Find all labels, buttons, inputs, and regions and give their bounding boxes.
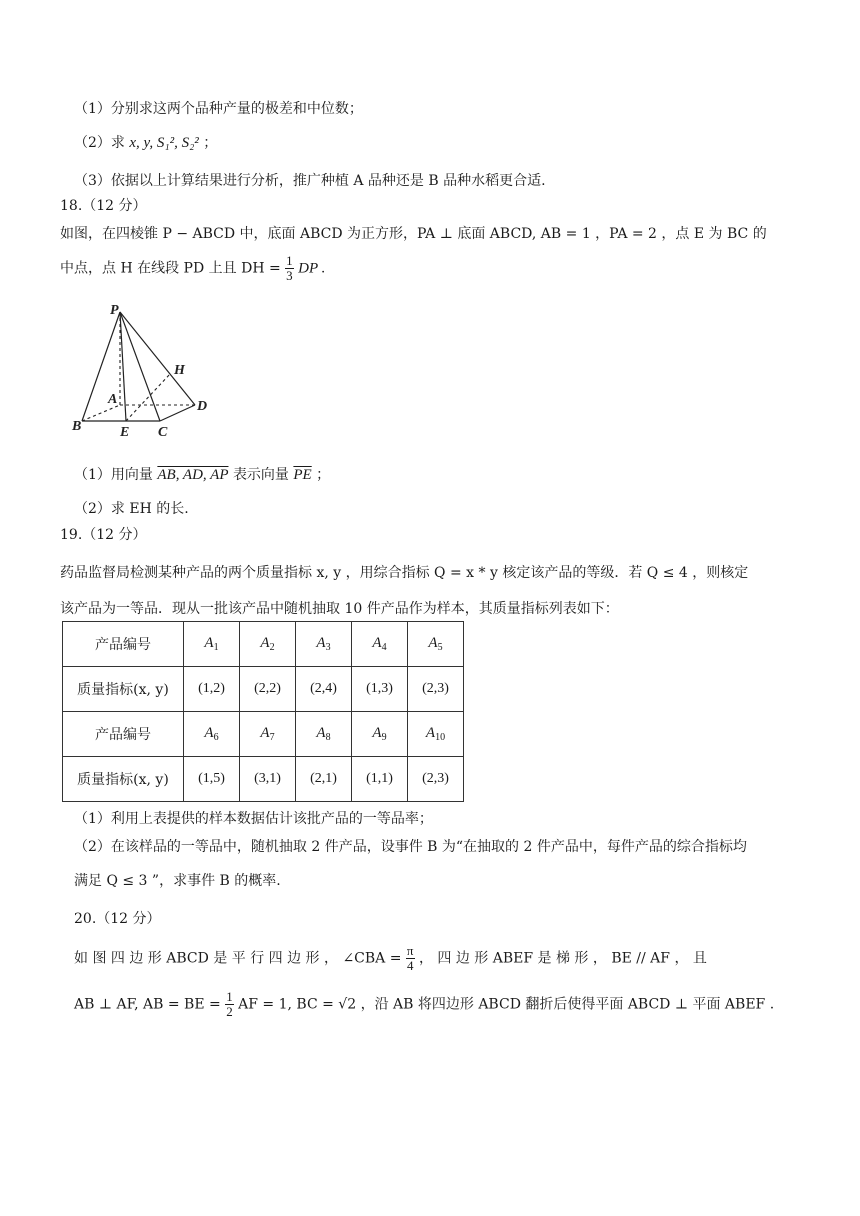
product-id-sub: 6: [213, 732, 219, 743]
product-id-sub: 4: [381, 642, 387, 653]
product-id-cell: [408, 622, 464, 667]
p17-question-3: （3）依据以上计算结果进行分析，推广种植 A 品种还是 B 品种水稻更合适.: [74, 173, 546, 189]
quality-value: (1,2): [184, 667, 240, 712]
product-id-cell: [240, 712, 296, 757]
quality-value: (1,1): [352, 757, 408, 802]
p18-q1-middle: 表示向量: [232, 467, 289, 483]
p18-q1-suffix: ；: [316, 467, 331, 483]
p20-statement-line2: [74, 990, 774, 1019]
product-id: A: [204, 635, 214, 651]
p18-statement-line2: [60, 254, 325, 283]
quality-value: (1,5): [184, 757, 240, 802]
product-id-cell: [352, 622, 408, 667]
product-id-sub: 1: [213, 642, 219, 653]
p18-fraction: [285, 254, 294, 283]
product-id-sub: 10: [435, 732, 446, 743]
product-id: A: [260, 725, 270, 741]
product-id: A: [428, 635, 438, 651]
p18-q1-vectors: AB, AD, AP: [157, 467, 229, 483]
quality-value: (2,2): [240, 667, 296, 712]
product-id-sub: 3: [325, 642, 331, 653]
label-a: A: [108, 392, 118, 407]
p20-fraction-pi: [406, 944, 415, 973]
p18-q1-target: $\overline{PE}$: [293, 467, 312, 483]
product-id-cell: [184, 622, 240, 667]
p20-frac2-num: 1: [226, 989, 233, 1004]
quality-value: (3,1): [240, 757, 296, 802]
row-label-id: 产品编号: [63, 622, 184, 667]
label-d: D: [197, 399, 208, 414]
product-id: A: [260, 635, 270, 651]
quality-value: (2,3): [408, 757, 464, 802]
p18-question-2: （2）求 EH 的长.: [74, 501, 189, 517]
product-id: A: [425, 725, 436, 741]
label-p: P: [110, 303, 119, 318]
p18-header: 18.（12 分）: [60, 198, 147, 214]
quality-value: (2,4): [296, 667, 352, 712]
p19-question-1: （1）利用上表提供的样本数据估计该批产品的一等品率；: [74, 811, 433, 827]
p20-frac1-den: 4: [406, 958, 414, 973]
p20-frac1-num: π: [406, 943, 414, 958]
p18-line2-suffix: DP .: [298, 260, 326, 277]
p20-fraction-half: [225, 990, 234, 1019]
p17-q2-suffix: ；: [203, 135, 218, 151]
p20-frac2-den: 2: [226, 1004, 233, 1019]
edge-pd: [120, 312, 195, 405]
product-id-cell: [408, 712, 464, 757]
row-label-quality: 质量指标(x, y): [63, 757, 184, 802]
label-b: B: [72, 419, 82, 434]
edge-ba: [82, 405, 120, 421]
p19-statement-line1: 药品监督局检测某种产品的两个质量指标 x, y ，用综合指标 Q = x * y 核定该产品的等级．若 Q ≤ 4 ，则核定: [60, 565, 749, 581]
edge-cd: [160, 405, 195, 421]
p18-q1-prefix: （1）用向量: [74, 467, 153, 483]
p18-frac-den: 3: [286, 268, 293, 283]
table-row: [63, 712, 464, 757]
pyramid-figure: [68, 300, 228, 440]
quality-value: (2,1): [296, 757, 352, 802]
p18-frac-num: 1: [286, 253, 293, 268]
p18-statement-line1: 如图，在四棱锥 P − ABCD 中，底面 ABCD 为正方形，PA ⊥ 底面 ABCD, AB = 1 ，PA = 2 ，点 E 为 BC 的: [60, 226, 767, 242]
product-id-sub: 9: [381, 732, 387, 743]
p20-statement-line1: [74, 944, 707, 973]
p19-header: 19.（12 分）: [60, 527, 147, 543]
product-id-sub: 5: [437, 642, 443, 653]
p17-q2-math: x, y, S₁², S₂²: [129, 135, 199, 151]
product-id: A: [204, 725, 214, 741]
product-id-cell: [240, 622, 296, 667]
p17-q2-prefix: （2）求: [74, 135, 125, 151]
p20-line2-prefix: AB ⊥ AF, AB = BE =: [74, 996, 221, 1013]
product-id-cell: [296, 622, 352, 667]
product-id: A: [316, 635, 326, 651]
segment-eh: [126, 374, 170, 421]
row-label-quality: 质量指标(x, y): [63, 667, 184, 712]
product-id: A: [372, 725, 382, 741]
product-id: A: [316, 725, 326, 741]
quality-value: (2,3): [408, 667, 464, 712]
label-c: C: [158, 425, 168, 440]
p19-statement-line2: 该产品为一等品．现从一批该产品中随机抽取 10 件产品作为样本，其质量指标列表如下：: [60, 601, 619, 617]
product-id: A: [372, 635, 382, 651]
p19-question-2-line1: （2）在该样品的一等品中，随机抽取 2 件产品，设事件 B 为“在抽取的 2 件产品中，每件产品的综合指标均: [74, 839, 747, 855]
p20-line1-suffix: ， 四 边 形 ABEF 是 梯 形 ， BE // AF ， 且: [418, 950, 707, 967]
p19-question-2-line2: 满足 Q ≤ 3 ”，求事件 B 的概率.: [74, 873, 281, 889]
p20-line1-prefix: 如 图 四 边 形 ABCD 是 平 行 四 边 形 ， ∠CBA =: [74, 950, 402, 967]
p18-question-1: [74, 466, 330, 484]
p20-line2-suffix: AF = 1, BC = √2 ，沿 AB 将四边形 ABCD 翻折后使得平面 ABCD ⊥ 平面 ABEF .: [238, 996, 775, 1013]
table-row: [63, 667, 464, 712]
quality-table: [62, 621, 464, 802]
p18-line2-prefix: 中点，点 H 在线段 PD 上且 DH =: [60, 260, 281, 277]
table-row: [63, 757, 464, 802]
table-row: [63, 622, 464, 667]
label-h: H: [174, 363, 185, 378]
product-id-sub: 8: [325, 732, 331, 743]
product-id-sub: 7: [269, 732, 275, 743]
label-e: E: [120, 425, 130, 440]
quality-value: (1,3): [352, 667, 408, 712]
product-id-cell: [352, 712, 408, 757]
product-id-sub: 2: [269, 642, 275, 653]
p17-question-2: [74, 134, 217, 152]
p17-question-1: （1）分别求这两个品种产量的极差和中位数；: [74, 101, 363, 117]
p20-header: 20.（12 分）: [74, 911, 161, 927]
product-id-cell: [184, 712, 240, 757]
row-label-id: 产品编号: [63, 712, 184, 757]
product-id-cell: [296, 712, 352, 757]
